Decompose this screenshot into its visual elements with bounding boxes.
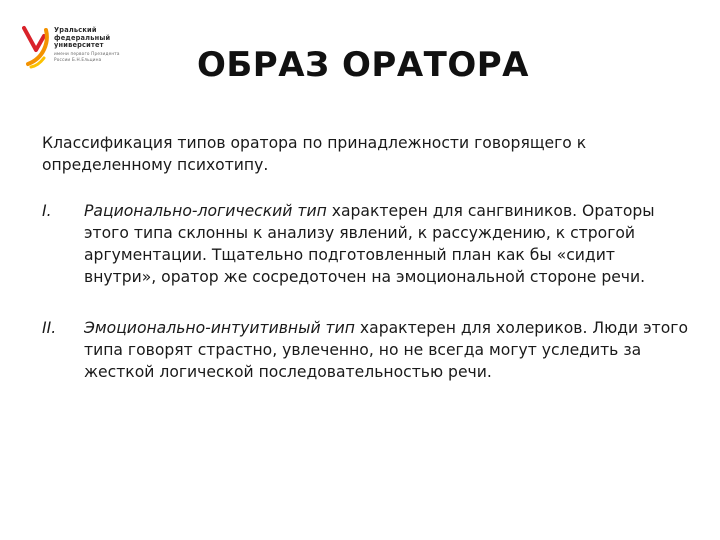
logo-subline: России Б.Н.Ельцина xyxy=(54,56,102,62)
list-item xyxy=(42,200,692,288)
list-item-body xyxy=(84,317,692,383)
list-numeral: II. xyxy=(42,319,57,337)
logo-line: Уральский xyxy=(54,26,97,34)
list-item xyxy=(42,317,692,383)
type-description: характерен для сангвиников. Ораторы этого типа склонны к анализу явлений, к рассуждению, к строгой аргументации. Тщательно подготовленный план как бы «сидит внутри», оратор же сосредоточен на эмоциональной стороне речи. xyxy=(84,202,655,286)
page-title: ОБРАЗ ОРАТОРА xyxy=(196,45,529,85)
intro-paragraph: Классификация типов оратора по принадлежности говорящего к определенному психотипу. xyxy=(42,134,587,174)
type-description: характерен для холериков. Люди этого типа говорят страстно, увлеченно, но не всегда могут уследить за жесткой логической последовательностью речи. xyxy=(84,319,689,381)
type-term: Рационально-логический тип xyxy=(84,202,327,220)
logo-line: федеральный xyxy=(54,33,111,42)
type-term: Эмоционально-интуитивный тип xyxy=(84,319,355,337)
logo-subline: имени первого Президента xyxy=(54,50,120,56)
logo-line: университет xyxy=(54,41,104,50)
list-item-body xyxy=(84,200,692,288)
slide-content xyxy=(42,132,692,412)
list-numeral: I. xyxy=(42,202,52,220)
